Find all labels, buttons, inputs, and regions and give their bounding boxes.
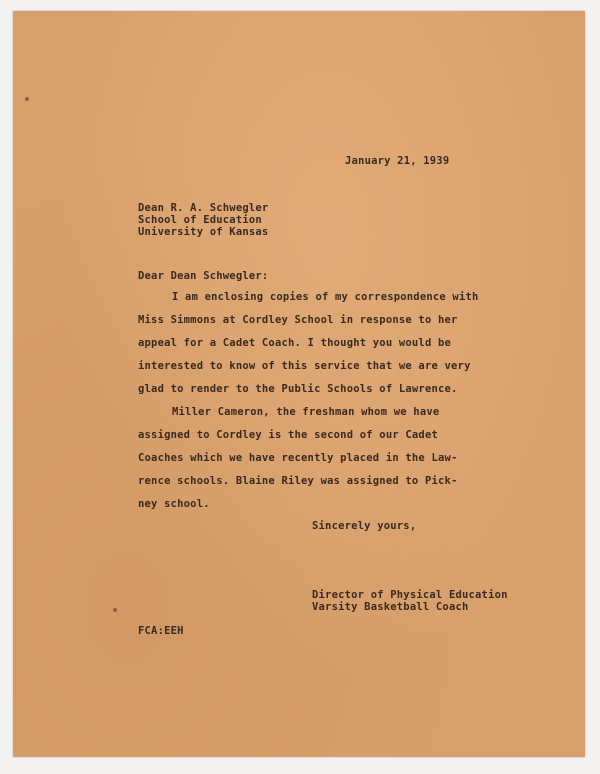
body-line: I am enclosing copies of my correspondence with [172,291,479,303]
paper-speck [25,97,29,101]
paper-speck [113,608,117,612]
reference-initials: FCA:EEH [138,625,184,637]
body-line: appeal for a Cadet Coach. I thought you would be [138,337,452,349]
body-line: assigned to Cordley is the second of our Cadet [138,429,438,441]
body-line: Coaches which we have recently placed in the Law- [138,452,458,464]
body-line: Miss Simmons at Cordley School in response to her [138,314,458,326]
signature-subtitle: Varsity Basketball Coach [312,601,469,613]
body-line: glad to render to the Public Schools of Lawrence. [138,383,458,395]
address-line-name: Dean R. A. Schwegler [138,202,269,214]
body-line: Miller Cameron, the freshman whom we have [172,406,440,418]
address-line-university: University of Kansas [138,226,269,238]
body-line: ney school. [138,498,210,510]
letter-date: January 21, 1939 [345,155,450,167]
signature-title: Director of Physical Education [312,589,508,601]
body-line: interested to know of this service that we are very [138,360,471,372]
salutation: Dear Dean Schwegler: [138,270,269,282]
closing: Sincerely yours, [312,520,417,532]
address-line-school: School of Education [138,214,262,226]
body-line: rence schools. Blaine Riley was assigned to Pick- [138,475,458,487]
